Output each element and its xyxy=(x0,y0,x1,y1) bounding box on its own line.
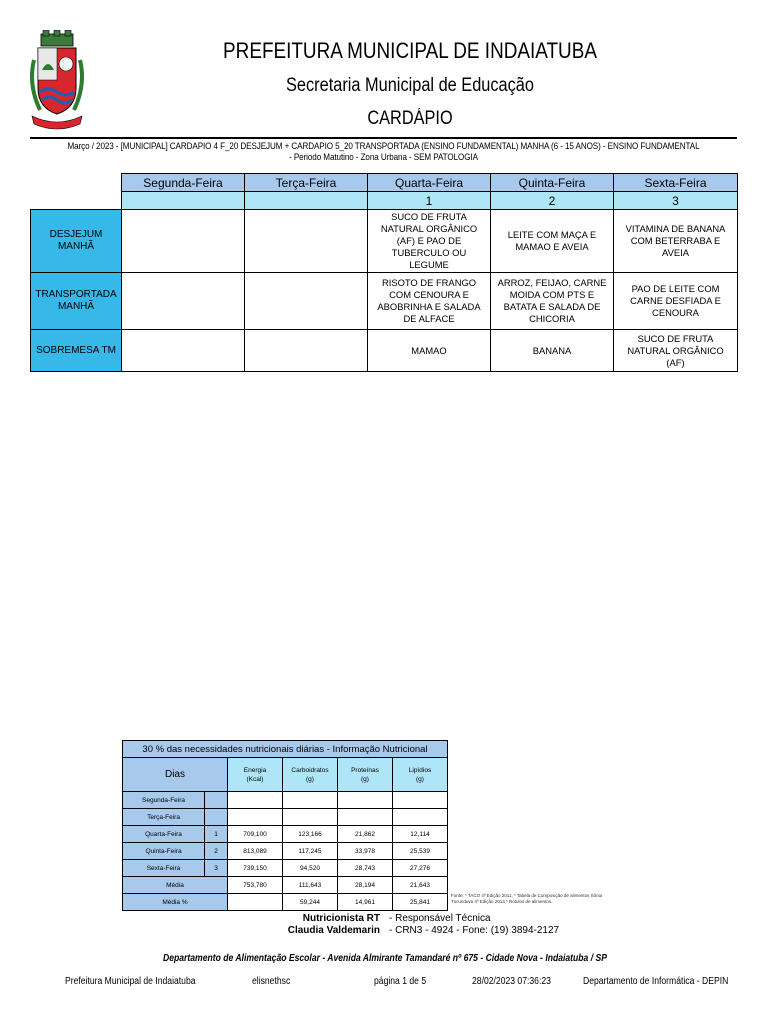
nutrition-value: 94,520 xyxy=(283,860,338,877)
meal-cell: MAMAO xyxy=(368,330,491,372)
menu-description: Março / 2023 - [MUNICIPAL] CARDAPIO 4 F_20 DESJEJUM + CARDAPIO 5_20 TRANSPORTADA (ENSINO FUNDAMENTAL) MANHA (6 - 15 ANOS) - ENSINO FUNDAMENTAL - Periodo Matutino - Zona Urbana - SEM PATOLOGIA xyxy=(67,141,700,162)
nutrition-value: 813,089 xyxy=(228,843,283,860)
meal-cell: BANANA xyxy=(491,330,614,372)
nutrition-day: Quinta-Feira xyxy=(123,843,205,860)
nutritionist-role-text: - Responsável Técnica xyxy=(389,913,491,924)
nutrition-day-num: 3 xyxy=(205,860,228,877)
meal-cell: RISOTO DE FRANGO COM CENOURA E ABOBRINHA E SALADA DE ALFACE xyxy=(368,273,491,330)
nutrition-value: 123,166 xyxy=(283,826,338,843)
document-type: CARDÁPIO xyxy=(367,108,453,129)
meal-label: TRANSPORTADA MANHÃ xyxy=(31,273,122,330)
meal-cell xyxy=(245,330,368,372)
table-row xyxy=(123,894,448,911)
source-note: Fonte: * TACO 4ª Edição 2011, * Tabela de Composição de alimentos Sônia Tucunduva 4ª Edição 2013 * Rótulos de alimentos. xyxy=(451,893,603,904)
nutrition-value: 709,100 xyxy=(228,826,283,843)
nutrition-value: 753,780 xyxy=(228,877,283,894)
nutrition-value xyxy=(228,809,283,826)
table-row xyxy=(31,273,738,330)
day-number: 3 xyxy=(614,192,738,210)
day-number: 2 xyxy=(491,192,614,210)
table-row xyxy=(123,792,448,809)
nutrition-day: Quarta-Feira xyxy=(123,826,205,843)
day-header-row xyxy=(31,174,738,192)
nutrition-value: 12,114 xyxy=(393,826,448,843)
day-number xyxy=(245,192,368,210)
nutritionist-details xyxy=(389,913,559,937)
table-row xyxy=(123,826,448,843)
nutrition-value: 21,643 xyxy=(393,877,448,894)
nutrient-header: Proteínas (g) xyxy=(338,758,393,792)
table-row xyxy=(31,330,738,372)
meal-cell: LEITE COM MAÇA E MAMAO E AVEIA xyxy=(491,210,614,273)
nutrition-value xyxy=(228,792,283,809)
meal-cell: PAO DE LEITE COM CARNE DESFIADA E CENOURA xyxy=(614,273,738,330)
nutrition-average-pct-label: Média % xyxy=(123,894,228,911)
table-row xyxy=(123,809,448,826)
meal-cell xyxy=(245,210,368,273)
nutrition-day-num xyxy=(205,809,228,826)
nutrition-value: 59,244 xyxy=(283,894,338,911)
nutrient-header: Lipídios (g) xyxy=(393,758,448,792)
nutrition-value: 21,862 xyxy=(338,826,393,843)
nutrition-day-num: 2 xyxy=(205,843,228,860)
day-number xyxy=(122,192,245,210)
nutrition-value xyxy=(283,809,338,826)
nutrition-day-num xyxy=(205,792,228,809)
weekly-menu-table xyxy=(30,173,738,372)
nutrition-value: 117,245 xyxy=(283,843,338,860)
table-row xyxy=(123,877,448,894)
header-divider xyxy=(30,137,737,139)
meal-cell: SUCO DE FRUTA NATURAL ORGÂNICO (AF) xyxy=(614,330,738,372)
day-header: Quinta-Feira xyxy=(491,174,614,192)
nutritionist-names xyxy=(288,913,380,937)
nutrition-day: Terça-Feira xyxy=(123,809,205,826)
nutrient-header: Energia (Kcal) xyxy=(228,758,283,792)
nutrition-value xyxy=(228,894,283,911)
nutrition-value xyxy=(283,792,338,809)
day-header: Quarta-Feira xyxy=(368,174,491,192)
meal-label: DESJEJUM MANHÃ xyxy=(31,210,122,273)
footer-datetime: 28/02/2023 07:36:23 xyxy=(472,976,551,987)
page-subtitle: Secretaria Municipal de Educação xyxy=(286,75,534,96)
day-header: Segunda-Feira xyxy=(122,174,245,192)
nutrition-day: Sexta-Feira xyxy=(123,860,205,877)
nutrition-value xyxy=(393,809,448,826)
day-header: Terça-Feira xyxy=(245,174,368,192)
day-header: Sexta-Feira xyxy=(614,174,738,192)
meal-label: SOBREMESA TM xyxy=(31,330,122,372)
nutrition-title: 30 % das necessidades nutricionais diárias - Informação Nutricional xyxy=(123,741,448,758)
meal-cell xyxy=(122,273,245,330)
nutritionist-role: Nutricionista RT xyxy=(302,913,380,924)
nutritionist-contact: - CRN3 - 4924 - Fone: (19) 3894-2127 xyxy=(389,925,560,936)
meal-cell xyxy=(122,210,245,273)
nutrition-value: 14,961 xyxy=(338,894,393,911)
meal-cell xyxy=(122,330,245,372)
nutrition-table xyxy=(122,740,448,911)
nutrition-day: Segunda-Feira xyxy=(123,792,205,809)
meal-cell: VITAMINA DE BANANA COM BETERRABA E AVEIA xyxy=(614,210,738,273)
department-address: Departamento de Alimentação Escolar - Avenida Almirante Tamandaré nº 675 - Cidade Nova - Indaiatuba / SP xyxy=(163,953,607,964)
municipal-coat-of-arms xyxy=(28,30,86,130)
footer-dept: Departamento de Informática - DEPIN xyxy=(583,976,729,987)
meal-cell xyxy=(245,273,368,330)
nutrition-value: 33,978 xyxy=(338,843,393,860)
nutrition-value: 25,841 xyxy=(393,894,448,911)
nutrition-average-label: Média xyxy=(123,877,228,894)
corner-cell xyxy=(31,192,122,210)
dias-header: Dias xyxy=(123,758,228,792)
nutrition-value: 25,539 xyxy=(393,843,448,860)
nutrition-day-num: 1 xyxy=(205,826,228,843)
nutrition-value xyxy=(393,792,448,809)
meal-cell: SUCO DE FRUTA NATURAL ORGÂNICO (AF) E PAO DE TUBERCULO OU LEGUME xyxy=(368,210,491,273)
footer-org: Prefeitura Municipal de Indaiatuba xyxy=(65,976,196,987)
nutrition-value xyxy=(338,792,393,809)
page-title: PREFEITURA MUNICIPAL DE INDAIATUBA xyxy=(223,38,597,63)
day-number: 1 xyxy=(368,192,491,210)
nutrition-value: 111,643 xyxy=(283,877,338,894)
corner-cell xyxy=(31,174,122,192)
nutritionist-name: Claudia Valdemarin xyxy=(287,925,380,936)
meal-cell: ARROZ, FEIJAO, CARNE MOIDA COM PTS E BATATA E SALADA DE CHICORIA xyxy=(491,273,614,330)
footer-page: página 1 de 5 xyxy=(374,976,427,987)
nutrient-header: Carboidratos (g) xyxy=(283,758,338,792)
footer-user: elisnethsc xyxy=(252,976,291,987)
nutrition-value: 28,743 xyxy=(338,860,393,877)
table-row xyxy=(123,843,448,860)
table-row xyxy=(123,860,448,877)
nutrition-value: 739,150 xyxy=(228,860,283,877)
day-number-row xyxy=(31,192,738,210)
nutrition-value xyxy=(338,809,393,826)
nutrition-value: 27,276 xyxy=(393,860,448,877)
nutrition-value: 28,194 xyxy=(338,877,393,894)
table-row xyxy=(31,210,738,273)
